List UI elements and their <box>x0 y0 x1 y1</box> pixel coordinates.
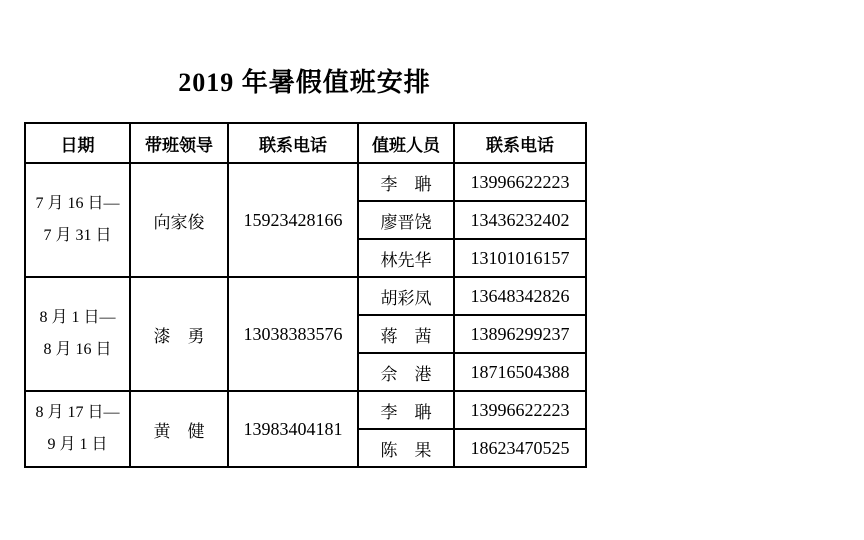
date-range-cell <box>25 277 130 391</box>
staff-name-cell: 蒋 茜 <box>358 315 454 353</box>
date-line-1: 7 月 16 日— <box>35 195 120 212</box>
leader-phone-cell: 13038383576 <box>228 277 358 391</box>
staff-phone-cell: 13896299237 <box>454 315 586 353</box>
leader-phone-cell: 13983404181 <box>228 391 358 467</box>
header-cell-staff: 值班人员 <box>358 123 454 163</box>
date-range-cell <box>25 391 130 467</box>
header-cell-date: 日期 <box>25 123 130 163</box>
header-cell-staff-phone: 联系电话 <box>454 123 586 163</box>
staff-name-cell: 林先华 <box>358 239 454 277</box>
staff-phone-cell: 13436232402 <box>454 201 586 239</box>
page-title: 2019 年暑假值班安排 <box>178 68 431 97</box>
staff-name-cell: 廖晋饶 <box>358 201 454 239</box>
header-row <box>25 123 586 163</box>
staff-name-cell: 佘 港 <box>358 353 454 391</box>
staff-name-cell: 李 聃 <box>358 163 454 201</box>
staff-phone-cell: 13101016157 <box>454 239 586 277</box>
table-row <box>25 391 586 429</box>
staff-name-cell: 李 聃 <box>358 391 454 429</box>
staff-phone-cell: 13996622223 <box>454 391 586 429</box>
date-line-1: 8 月 1 日— <box>39 309 116 326</box>
staff-phone-cell: 13996622223 <box>454 163 586 201</box>
staff-name-cell: 胡彩凤 <box>358 277 454 315</box>
leader-name-cell: 向家俊 <box>130 163 228 277</box>
staff-phone-cell: 18716504388 <box>454 353 586 391</box>
table-row <box>25 277 586 315</box>
leader-name-cell: 漆 勇 <box>130 277 228 391</box>
date-range-cell <box>25 163 130 277</box>
date-line-1: 8 月 17 日— <box>35 404 120 421</box>
staff-name-cell: 陈 果 <box>358 429 454 467</box>
header-cell-leader-phone: 联系电话 <box>228 123 358 163</box>
date-line-2: 7 月 31 日 <box>43 227 112 244</box>
date-line-2: 9 月 1 日 <box>47 436 108 453</box>
leader-phone-cell: 15923428166 <box>228 163 358 277</box>
staff-phone-cell: 13648342826 <box>454 277 586 315</box>
leader-name-cell: 黄 健 <box>130 391 228 467</box>
date-line-2: 8 月 16 日 <box>43 341 112 358</box>
duty-schedule-table <box>24 122 587 468</box>
header-cell-leader: 带班领导 <box>130 123 228 163</box>
staff-phone-cell: 18623470525 <box>454 429 586 467</box>
table-row <box>25 163 586 201</box>
